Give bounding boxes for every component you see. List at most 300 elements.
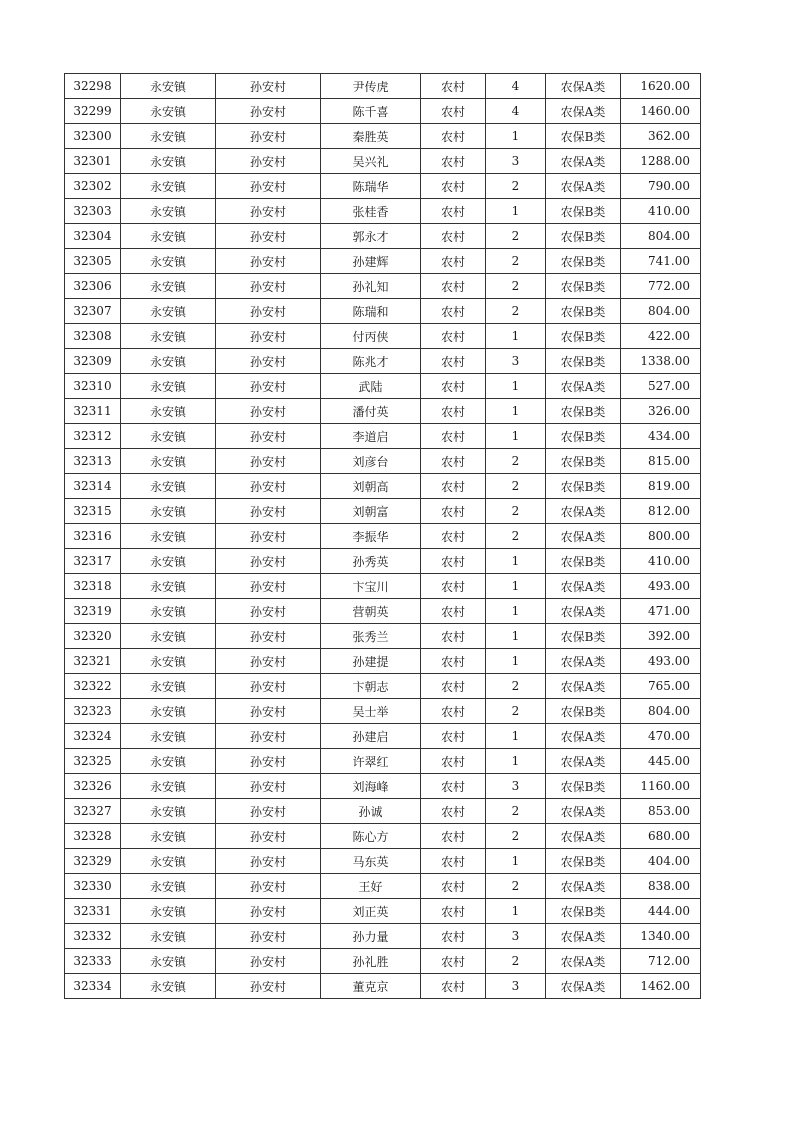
table-row [65, 74, 701, 99]
table-cell-amount: 853.00 [621, 799, 701, 824]
table-cell-amount: 812.00 [621, 499, 701, 524]
table-cell-name: 付丙侠 [321, 324, 421, 349]
table-cell-amount: 804.00 [621, 699, 701, 724]
table-cell-count: 2 [486, 799, 546, 824]
table-cell-id: 32307 [65, 299, 121, 324]
table-cell-count: 4 [486, 99, 546, 124]
table-cell-count: 2 [486, 449, 546, 474]
table-cell-residence: 农村 [421, 749, 486, 774]
table-cell-count: 1 [486, 574, 546, 599]
table-cell-category: 农保A类 [546, 649, 621, 674]
table-cell-id: 32313 [65, 449, 121, 474]
table-cell-id: 32305 [65, 249, 121, 274]
table-cell-category: 农保A类 [546, 674, 621, 699]
table-cell-id: 32316 [65, 524, 121, 549]
table-cell-residence: 农村 [421, 774, 486, 799]
table-cell-residence: 农村 [421, 824, 486, 849]
table-cell-category: 农保B类 [546, 224, 621, 249]
table-cell-name: 卞朝志 [321, 674, 421, 699]
table-cell-count: 3 [486, 774, 546, 799]
table-cell-count: 1 [486, 599, 546, 624]
table-cell-count: 1 [486, 749, 546, 774]
table-cell-residence: 农村 [421, 549, 486, 574]
table-row [65, 849, 701, 874]
table-cell-residence: 农村 [421, 574, 486, 599]
table-cell-residence: 农村 [421, 249, 486, 274]
table-cell-town: 永安镇 [121, 724, 216, 749]
table-cell-category: 农保B类 [546, 299, 621, 324]
table-cell-id: 32314 [65, 474, 121, 499]
table-cell-town: 永安镇 [121, 649, 216, 674]
table-cell-name: 张桂香 [321, 199, 421, 224]
table-cell-count: 2 [486, 699, 546, 724]
table-cell-village: 孙安村 [216, 399, 321, 424]
table-cell-town: 永安镇 [121, 299, 216, 324]
table-cell-town: 永安镇 [121, 599, 216, 624]
table-cell-id: 32311 [65, 399, 121, 424]
table-cell-amount: 434.00 [621, 424, 701, 449]
table-cell-category: 农保A类 [546, 799, 621, 824]
table-row [65, 299, 701, 324]
table-cell-residence: 农村 [421, 699, 486, 724]
table-cell-name: 刘正英 [321, 899, 421, 924]
table-cell-category: 农保B类 [546, 899, 621, 924]
table-cell-name: 吴士举 [321, 699, 421, 724]
table-row [65, 549, 701, 574]
table-cell-residence: 农村 [421, 624, 486, 649]
table-cell-name: 陈瑞和 [321, 299, 421, 324]
table-cell-town: 永安镇 [121, 74, 216, 99]
table-cell-id: 32329 [65, 849, 121, 874]
table-row [65, 524, 701, 549]
table-cell-name: 刘彦台 [321, 449, 421, 474]
table-cell-count: 2 [486, 474, 546, 499]
table-cell-residence: 农村 [421, 124, 486, 149]
table-cell-id: 32319 [65, 599, 121, 624]
table-cell-name: 刘海峰 [321, 774, 421, 799]
table-body [65, 74, 701, 999]
table-row [65, 574, 701, 599]
table-cell-town: 永安镇 [121, 399, 216, 424]
table-cell-category: 农保A类 [546, 924, 621, 949]
table-cell-name: 马东英 [321, 849, 421, 874]
table-cell-residence: 农村 [421, 199, 486, 224]
table-cell-id: 32315 [65, 499, 121, 524]
table-cell-residence: 农村 [421, 349, 486, 374]
table-cell-amount: 410.00 [621, 199, 701, 224]
table-cell-name: 潘付英 [321, 399, 421, 424]
table-cell-category: 农保B类 [546, 699, 621, 724]
table-cell-village: 孙安村 [216, 799, 321, 824]
table-cell-name: 孙礼胜 [321, 949, 421, 974]
table-cell-residence: 农村 [421, 649, 486, 674]
table-cell-residence: 农村 [421, 724, 486, 749]
table-cell-count: 2 [486, 824, 546, 849]
table-cell-count: 4 [486, 74, 546, 99]
table-cell-residence: 农村 [421, 474, 486, 499]
table-cell-name: 李道启 [321, 424, 421, 449]
table-cell-id: 32304 [65, 224, 121, 249]
table-cell-amount: 392.00 [621, 624, 701, 649]
table-cell-category: 农保A类 [546, 974, 621, 999]
table-cell-category: 农保B类 [546, 424, 621, 449]
table-row [65, 874, 701, 899]
benefits-table [64, 73, 701, 999]
table-cell-id: 32298 [65, 74, 121, 99]
table-cell-town: 永安镇 [121, 324, 216, 349]
table-cell-village: 孙安村 [216, 649, 321, 674]
table-cell-count: 1 [486, 899, 546, 924]
table-cell-amount: 422.00 [621, 324, 701, 349]
table-cell-village: 孙安村 [216, 499, 321, 524]
table-row [65, 749, 701, 774]
table-cell-id: 32309 [65, 349, 121, 374]
table-cell-town: 永安镇 [121, 774, 216, 799]
table-cell-amount: 404.00 [621, 849, 701, 874]
table-row [65, 199, 701, 224]
table-cell-residence: 农村 [421, 174, 486, 199]
table-cell-category: 农保B类 [546, 324, 621, 349]
table-cell-name: 董克京 [321, 974, 421, 999]
table-cell-category: 农保B类 [546, 549, 621, 574]
table-cell-village: 孙安村 [216, 199, 321, 224]
table-cell-town: 永安镇 [121, 824, 216, 849]
table-row [65, 274, 701, 299]
table-cell-category: 农保B类 [546, 474, 621, 499]
table-cell-amount: 1460.00 [621, 99, 701, 124]
table-cell-id: 32302 [65, 174, 121, 199]
table-cell-amount: 1340.00 [621, 924, 701, 949]
table-cell-amount: 471.00 [621, 599, 701, 624]
table-cell-village: 孙安村 [216, 274, 321, 299]
table-cell-town: 永安镇 [121, 349, 216, 374]
table-cell-amount: 1288.00 [621, 149, 701, 174]
table-cell-residence: 农村 [421, 799, 486, 824]
table-cell-residence: 农村 [421, 849, 486, 874]
table-cell-town: 永安镇 [121, 199, 216, 224]
table-row [65, 974, 701, 999]
table-cell-count: 3 [486, 924, 546, 949]
table-cell-village: 孙安村 [216, 774, 321, 799]
table-cell-village: 孙安村 [216, 624, 321, 649]
table-row [65, 124, 701, 149]
table-cell-name: 陈兆才 [321, 349, 421, 374]
table-cell-name: 刘朝高 [321, 474, 421, 499]
table-cell-count: 1 [486, 374, 546, 399]
table-cell-town: 永安镇 [121, 249, 216, 274]
table-cell-id: 32325 [65, 749, 121, 774]
table-cell-village: 孙安村 [216, 974, 321, 999]
table-cell-village: 孙安村 [216, 349, 321, 374]
table-cell-category: 农保A类 [546, 149, 621, 174]
table-cell-village: 孙安村 [216, 374, 321, 399]
table-cell-id: 32303 [65, 199, 121, 224]
table-cell-town: 永安镇 [121, 799, 216, 824]
table-cell-amount: 838.00 [621, 874, 701, 899]
table-cell-village: 孙安村 [216, 74, 321, 99]
table-cell-name: 秦胜英 [321, 124, 421, 149]
table-cell-amount: 1620.00 [621, 74, 701, 99]
table-cell-name: 陈瑞华 [321, 174, 421, 199]
table-cell-id: 32318 [65, 574, 121, 599]
table-cell-amount: 410.00 [621, 549, 701, 574]
table-cell-category: 农保A类 [546, 374, 621, 399]
table-cell-count: 2 [486, 524, 546, 549]
table-cell-count: 2 [486, 299, 546, 324]
table-cell-name: 孙建启 [321, 724, 421, 749]
table-cell-residence: 农村 [421, 924, 486, 949]
table-row [65, 99, 701, 124]
table-cell-village: 孙安村 [216, 849, 321, 874]
table-cell-town: 永安镇 [121, 174, 216, 199]
table-cell-town: 永安镇 [121, 149, 216, 174]
table-cell-town: 永安镇 [121, 624, 216, 649]
table-row [65, 374, 701, 399]
table-cell-residence: 农村 [421, 524, 486, 549]
table-cell-count: 1 [486, 849, 546, 874]
table-cell-name: 武陆 [321, 374, 421, 399]
table-cell-category: 农保A类 [546, 874, 621, 899]
table-cell-category: 农保A类 [546, 174, 621, 199]
table-cell-category: 农保B类 [546, 774, 621, 799]
table-cell-id: 32310 [65, 374, 121, 399]
table-cell-category: 农保A类 [546, 749, 621, 774]
table-cell-name: 陈千喜 [321, 99, 421, 124]
table-row [65, 699, 701, 724]
table-row [65, 174, 701, 199]
table-cell-village: 孙安村 [216, 549, 321, 574]
table-cell-amount: 1160.00 [621, 774, 701, 799]
table-cell-category: 农保B类 [546, 124, 621, 149]
table-cell-amount: 790.00 [621, 174, 701, 199]
table-cell-town: 永安镇 [121, 574, 216, 599]
table-cell-category: 农保A类 [546, 74, 621, 99]
table-cell-category: 农保B类 [546, 449, 621, 474]
table-cell-amount: 362.00 [621, 124, 701, 149]
table-cell-amount: 819.00 [621, 474, 701, 499]
table-cell-name: 尹传虎 [321, 74, 421, 99]
table-row [65, 774, 701, 799]
table-cell-count: 3 [486, 149, 546, 174]
table-cell-id: 32308 [65, 324, 121, 349]
table-cell-id: 32334 [65, 974, 121, 999]
table-cell-residence: 农村 [421, 899, 486, 924]
table-cell-count: 1 [486, 124, 546, 149]
table-cell-village: 孙安村 [216, 924, 321, 949]
table-cell-amount: 741.00 [621, 249, 701, 274]
table-cell-village: 孙安村 [216, 949, 321, 974]
table-cell-name: 李振华 [321, 524, 421, 549]
table-cell-category: 农保B类 [546, 624, 621, 649]
table-cell-village: 孙安村 [216, 749, 321, 774]
table-cell-name: 许翠红 [321, 749, 421, 774]
table-cell-town: 永安镇 [121, 474, 216, 499]
table-cell-count: 2 [486, 249, 546, 274]
table-cell-town: 永安镇 [121, 949, 216, 974]
table-cell-town: 永安镇 [121, 99, 216, 124]
table-row [65, 649, 701, 674]
table-row [65, 249, 701, 274]
table-cell-id: 32332 [65, 924, 121, 949]
table-cell-village: 孙安村 [216, 874, 321, 899]
table-cell-category: 农保A类 [546, 524, 621, 549]
table-cell-name: 孙诚 [321, 799, 421, 824]
table-row [65, 499, 701, 524]
table-cell-village: 孙安村 [216, 524, 321, 549]
table-cell-village: 孙安村 [216, 449, 321, 474]
table-row [65, 349, 701, 374]
table-cell-residence: 农村 [421, 974, 486, 999]
table-cell-count: 1 [486, 399, 546, 424]
table-cell-count: 3 [486, 974, 546, 999]
table-cell-id: 32317 [65, 549, 121, 574]
table-cell-id: 32299 [65, 99, 121, 124]
table-cell-amount: 1338.00 [621, 349, 701, 374]
table-cell-village: 孙安村 [216, 299, 321, 324]
table-row [65, 224, 701, 249]
table-cell-count: 1 [486, 549, 546, 574]
table-row [65, 799, 701, 824]
table-cell-amount: 527.00 [621, 374, 701, 399]
table-cell-residence: 农村 [421, 374, 486, 399]
table-cell-amount: 765.00 [621, 674, 701, 699]
table-cell-amount: 815.00 [621, 449, 701, 474]
table-cell-name: 张秀兰 [321, 624, 421, 649]
table-cell-amount: 493.00 [621, 574, 701, 599]
table-cell-category: 农保A类 [546, 574, 621, 599]
table-cell-name: 卞宝川 [321, 574, 421, 599]
table-cell-category: 农保A类 [546, 949, 621, 974]
table-cell-village: 孙安村 [216, 599, 321, 624]
table-cell-name: 郭永才 [321, 224, 421, 249]
table-cell-residence: 农村 [421, 874, 486, 899]
table-cell-village: 孙安村 [216, 124, 321, 149]
table-cell-count: 3 [486, 349, 546, 374]
table-row [65, 949, 701, 974]
table-cell-name: 刘朝富 [321, 499, 421, 524]
table-cell-village: 孙安村 [216, 324, 321, 349]
table-row [65, 449, 701, 474]
table-cell-village: 孙安村 [216, 574, 321, 599]
table-cell-residence: 农村 [421, 674, 486, 699]
table-cell-id: 32301 [65, 149, 121, 174]
table-row [65, 149, 701, 174]
table-cell-id: 32312 [65, 424, 121, 449]
table-row [65, 399, 701, 424]
table-cell-id: 32328 [65, 824, 121, 849]
table-cell-id: 32322 [65, 674, 121, 699]
table-cell-amount: 326.00 [621, 399, 701, 424]
table-cell-amount: 772.00 [621, 274, 701, 299]
table-cell-category: 农保A类 [546, 99, 621, 124]
table-row [65, 474, 701, 499]
table-cell-count: 2 [486, 499, 546, 524]
table-cell-count: 2 [486, 274, 546, 299]
table-cell-residence: 农村 [421, 599, 486, 624]
table-cell-name: 陈心方 [321, 824, 421, 849]
table-cell-count: 1 [486, 624, 546, 649]
table-cell-village: 孙安村 [216, 224, 321, 249]
table-cell-category: 农保B类 [546, 274, 621, 299]
table-cell-residence: 农村 [421, 499, 486, 524]
table-cell-amount: 712.00 [621, 949, 701, 974]
table-cell-town: 永安镇 [121, 549, 216, 574]
table-row [65, 324, 701, 349]
table-cell-town: 永安镇 [121, 749, 216, 774]
table-cell-town: 永安镇 [121, 224, 216, 249]
table-cell-id: 32331 [65, 899, 121, 924]
table-cell-village: 孙安村 [216, 674, 321, 699]
table-cell-town: 永安镇 [121, 124, 216, 149]
table-cell-residence: 农村 [421, 149, 486, 174]
table-cell-amount: 804.00 [621, 299, 701, 324]
table-cell-category: 农保A类 [546, 724, 621, 749]
table-cell-town: 永安镇 [121, 849, 216, 874]
table-cell-residence: 农村 [421, 99, 486, 124]
table-cell-id: 32327 [65, 799, 121, 824]
table-cell-amount: 680.00 [621, 824, 701, 849]
table-row [65, 674, 701, 699]
table-row [65, 599, 701, 624]
table-cell-amount: 493.00 [621, 649, 701, 674]
table-cell-count: 2 [486, 674, 546, 699]
table-cell-town: 永安镇 [121, 274, 216, 299]
table-cell-village: 孙安村 [216, 424, 321, 449]
table-cell-count: 1 [486, 724, 546, 749]
table-cell-town: 永安镇 [121, 499, 216, 524]
table-cell-count: 1 [486, 324, 546, 349]
table-cell-name: 孙建辉 [321, 249, 421, 274]
table-cell-id: 32326 [65, 774, 121, 799]
table-cell-name: 王好 [321, 874, 421, 899]
table-cell-residence: 农村 [421, 399, 486, 424]
table-cell-residence: 农村 [421, 449, 486, 474]
table-cell-town: 永安镇 [121, 374, 216, 399]
table-cell-category: 农保A类 [546, 824, 621, 849]
table-row [65, 424, 701, 449]
table-cell-id: 32300 [65, 124, 121, 149]
table-cell-category: 农保A类 [546, 599, 621, 624]
table-cell-village: 孙安村 [216, 474, 321, 499]
table-cell-town: 永安镇 [121, 699, 216, 724]
table-cell-town: 永安镇 [121, 974, 216, 999]
table-cell-category: 农保B类 [546, 349, 621, 374]
table-cell-town: 永安镇 [121, 874, 216, 899]
table-cell-id: 32323 [65, 699, 121, 724]
table-cell-village: 孙安村 [216, 149, 321, 174]
table-cell-name: 孙建提 [321, 649, 421, 674]
table-cell-amount: 445.00 [621, 749, 701, 774]
table-cell-amount: 470.00 [621, 724, 701, 749]
table-cell-id: 32333 [65, 949, 121, 974]
table-cell-town: 永安镇 [121, 524, 216, 549]
table-row [65, 924, 701, 949]
table-cell-category: 农保A类 [546, 499, 621, 524]
table-cell-count: 2 [486, 874, 546, 899]
table-cell-count: 1 [486, 199, 546, 224]
table-cell-town: 永安镇 [121, 424, 216, 449]
table-cell-category: 农保B类 [546, 199, 621, 224]
table-cell-id: 32306 [65, 274, 121, 299]
table-cell-residence: 农村 [421, 299, 486, 324]
table-cell-category: 农保B类 [546, 849, 621, 874]
table-cell-amount: 800.00 [621, 524, 701, 549]
table-cell-residence: 农村 [421, 324, 486, 349]
table-cell-id: 32320 [65, 624, 121, 649]
table-cell-amount: 804.00 [621, 224, 701, 249]
table-cell-name: 吴兴礼 [321, 149, 421, 174]
table-cell-village: 孙安村 [216, 249, 321, 274]
